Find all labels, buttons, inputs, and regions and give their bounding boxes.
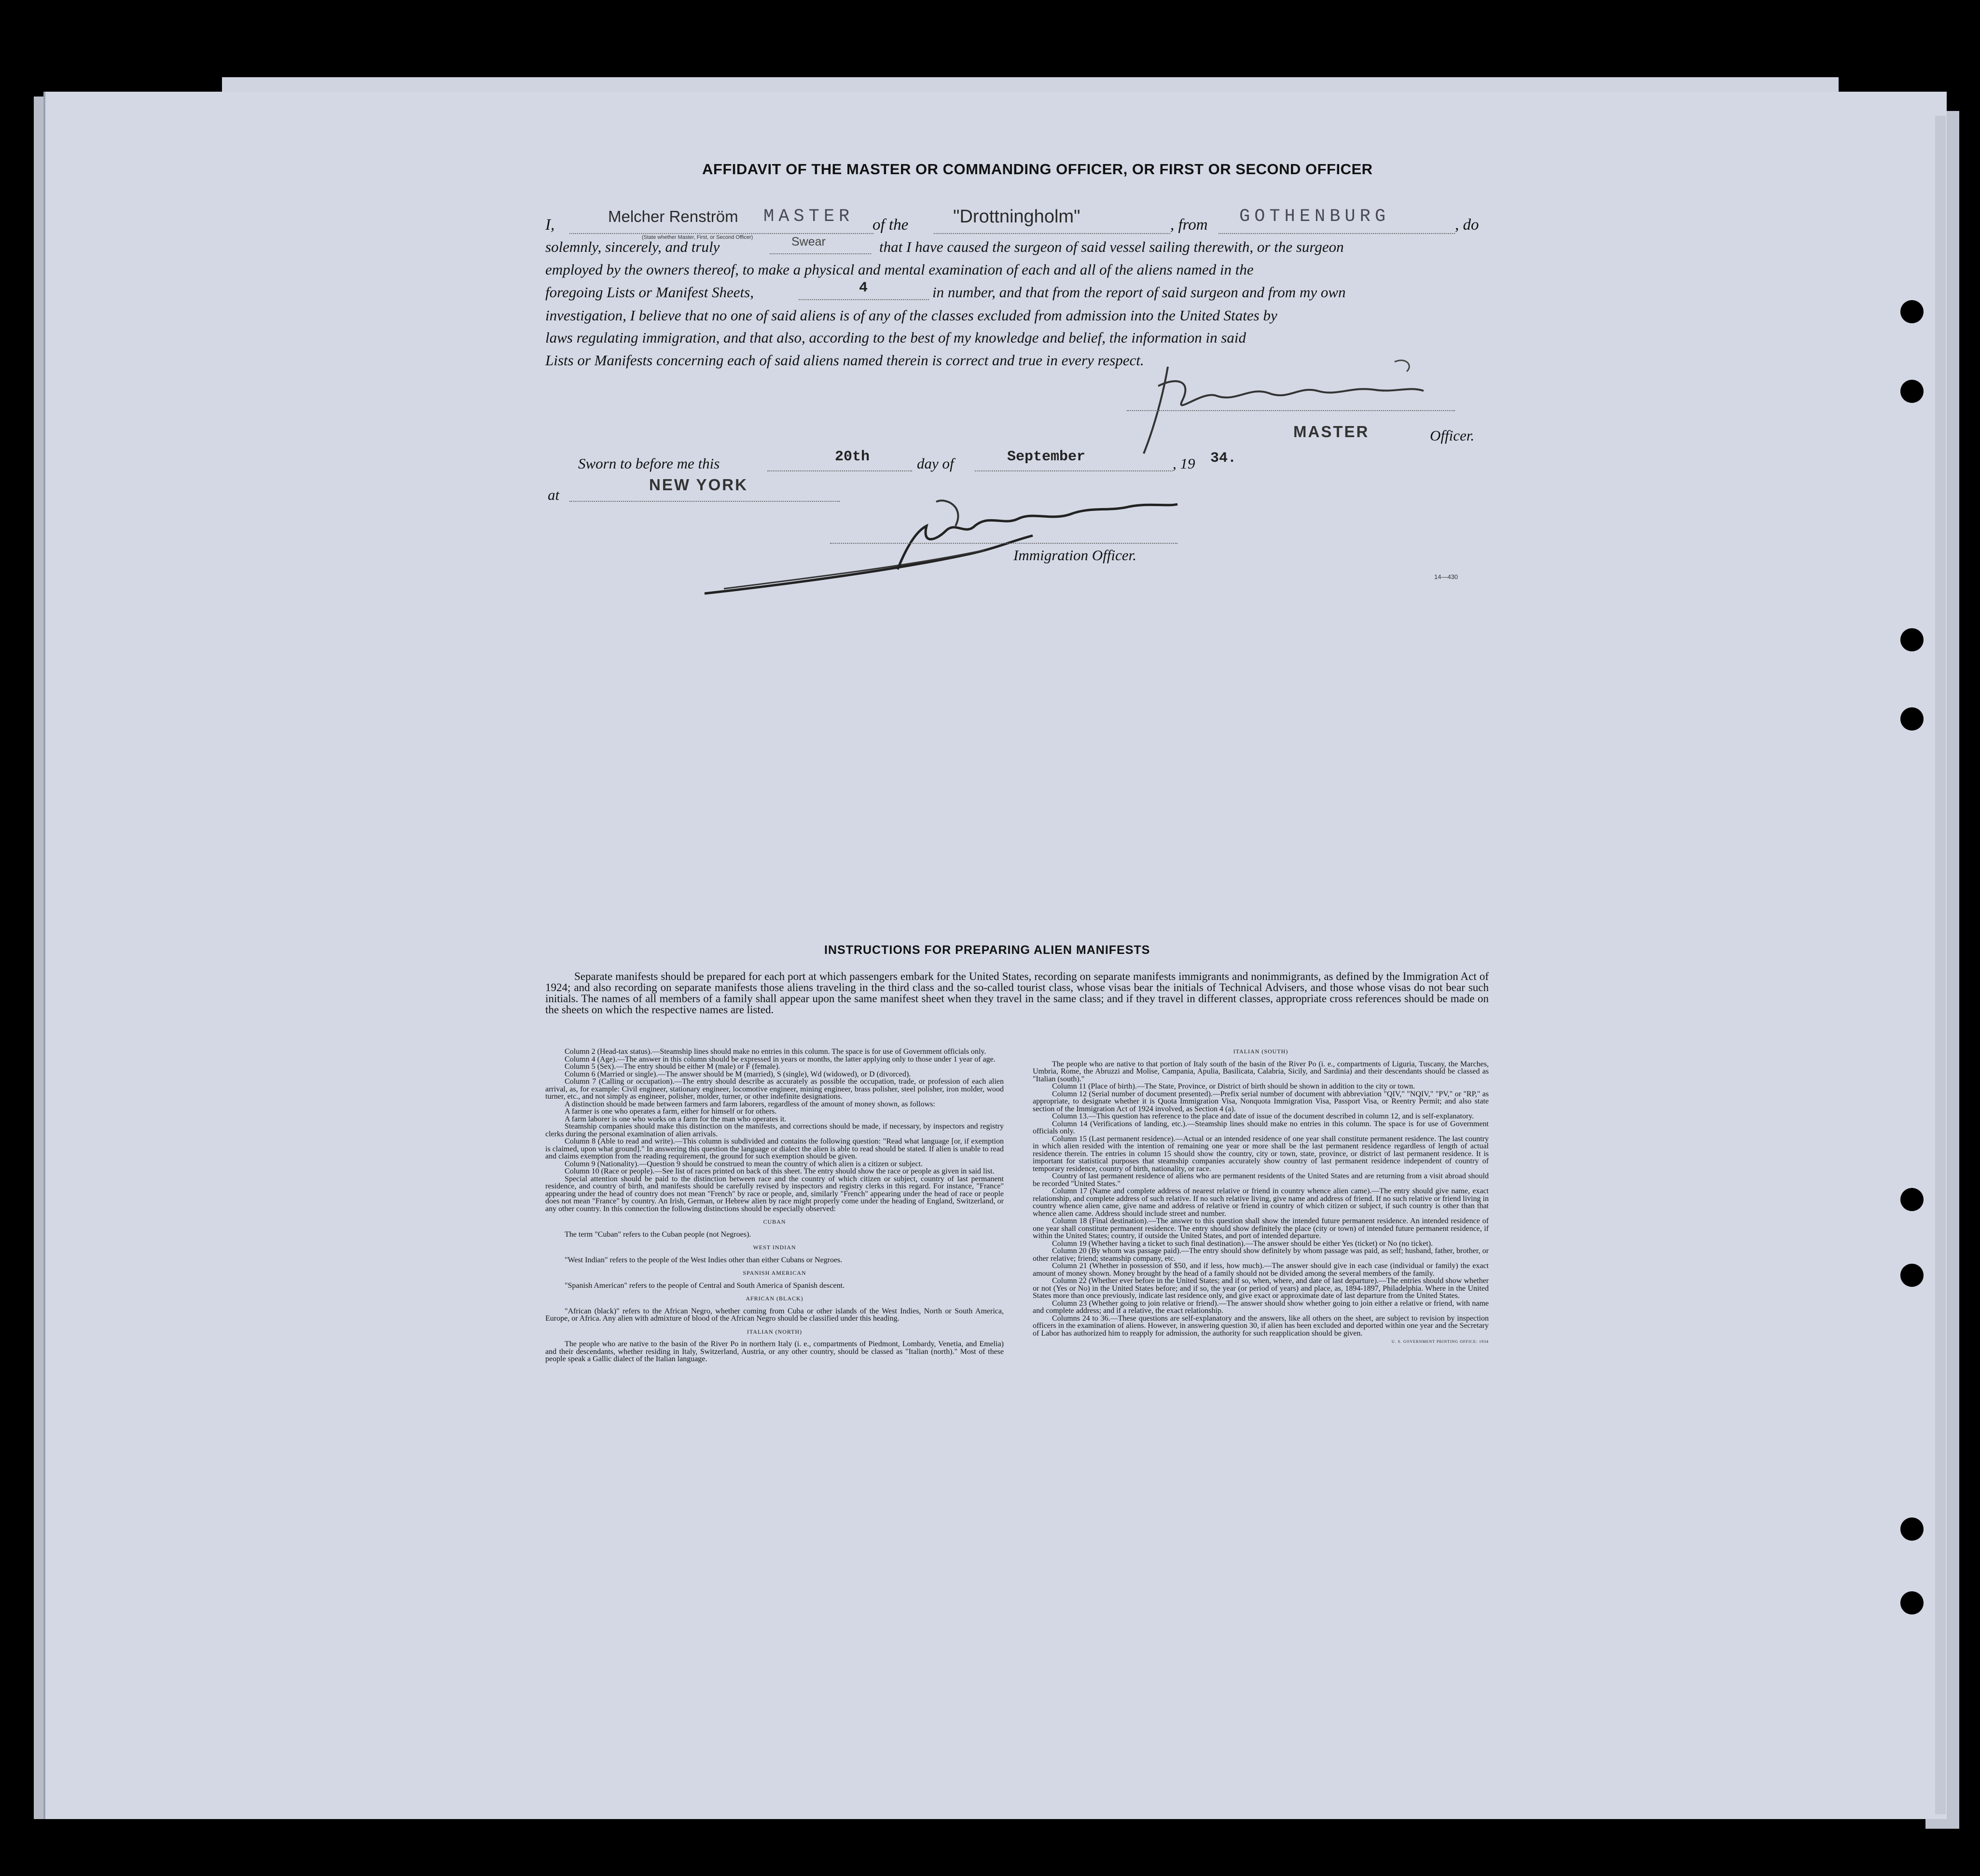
col6-instruction: Column 6 (Married or single).—The answer should be M (married), S (single), Wd (widowed), or D (divorced). [565,1070,911,1078]
binder-hole [1900,628,1924,651]
race-country-distinction: Special attention should be paid to the distinction between race and the country of which citizen or subject, country of last permanent residence, and country of birth, and manifests should be carefully revised by inspectors and registry clerks in this regard. For instance, "France" appearing under the head of country does not mean "French" by race or people, and, similarly "French" appearing under the head of race or people does not mean "France" by country. An Irish, German, or Hebrew alien by race might properly come under the heading of England, Switzerland, or any other country. In this connection the following distinctions should be especially observed: [545,1174,1004,1213]
port-line [1218,233,1455,234]
heading-west-indian: WEST INDIAN [753,1244,796,1251]
sworn-label: Sworn to before me this [578,455,720,472]
col7-instruction: Column 7 (Calling or occupation).—The entry should describe as accurately as possible the occupation, trade, or profession of each alien arrival, as, for example: Civil engineer, stationary engineer, locomotive engineer, mining engineer, brass polisher, steel polisher, iron molder, wood turner, etc., and not simply as engineer, polisher, molder, turner, or other indefinite designations. [545,1077,1004,1101]
col4-instruction: Column 4 (Age).—The answer in this column should be expressed in years or months, the latter applying only to those under 1 year of age. [565,1055,996,1063]
col20-instruction: Column 20 (By whom was passage paid).—The entry should show definitely by whom passage was paid, as self; husband, father, brother, or other relative; friend; steamship company, etc. [1033,1247,1489,1263]
affidavit-line-2-end: that I have caused the surgeon of said vessel sailing therewith, or the surgeon [879,238,1344,255]
binder-hole [1900,1517,1924,1541]
at-label: at [548,486,560,503]
affidavit-title: AFFIDAVIT OF THE MASTER OR COMMANDING OFFICER, OR FIRST OR SECOND OFFICER [702,161,1373,178]
of-the-label: of the [872,216,909,234]
officer-label: Officer. [1430,427,1475,444]
rank-caption: (State whether Master, First, or Second Officer) [642,234,753,240]
vessel-name: "Drottningholm" [953,207,1080,227]
do-label: , do [1455,216,1479,234]
binder-hole [1900,380,1924,403]
heading-italian-south: ITALIAN (SOUTH) [1233,1048,1288,1055]
month-line [975,470,1173,471]
affidavit-line-7: Lists or Manifests concerning each of said aliens named therein is correct and true in every respect. [545,352,1144,369]
binder-hole [1900,1264,1924,1287]
col8-instruction: Column 8 (Able to read and write).—This column is subdivided and contains the following question: "Read what language [or, if exemption is claimed, upon what ground]." In answering this question the language or dialect the alien is able to read should be stated. If alien is unable to read and claims exemption from the reading requirement, the ground for such exemption should be given. [545,1137,1004,1160]
col17-instruction: Column 17 (Name and complete address of nearest relative or friend in country whence alien came).—The entry should give name, exact relationship, and complete address of such relative. If no such relative living, give name and address of friend. If no such relative or friend living in country whence alien came, give name and address of relative or friend in country of which citizen or subject, if such country is other than that whence alien came. Address should include street and number. [1033,1187,1489,1218]
vessel-line [934,233,1170,234]
col19-instruction: Column 19 (Whether having a ticket to such final destination).—The answer should be either Yes (ticket) or No (no ticket). [1052,1239,1433,1248]
day-value: 20th [835,449,870,465]
spanish-american-definition: "Spanish American" refers to the people of Central and South America of Spanish descent. [565,1281,845,1290]
col24-36-instruction: Columns 24 to 36.—These questions are self-explanatory and the answers, like all others on the sheet, are subject to revision by inspection officers in the examination of aliens. However, in answering question 30, if alien has been excluded and deported within one year and the Secretary of Labor has authorized him to reapply for admission, the authority for such reapplication should be given. [1033,1314,1489,1338]
cuban-definition: The term "Cuban" refers to the Cuban people (not Negroes). [565,1230,751,1239]
sheet-count-line [799,299,929,300]
swear-line [770,253,871,254]
name-line [569,233,873,234]
immigration-officer-signature [695,492,1235,603]
farm-distinction: A distinction should be made between farmers and farm laborers, regardless of the amount of money shown, as follows: [565,1100,935,1108]
year-value: 34. [1210,450,1237,467]
heading-italian-north: ITALIAN (NORTH) [747,1328,803,1335]
master-name: Melcher Renström [608,207,738,225]
african-definition: "African (black)" refers to the African Negro, whether coming from Cuba or other islands of the West Indies, North or South America, Europe, or Africa. Any alien with admixture of blood of the African Negro should be classified under this heading. [545,1307,1004,1323]
form-number: 14—430 [1434,573,1458,580]
year-prefix: , 19 [1173,455,1195,472]
immigration-officer-label: Immigration Officer. [1013,547,1136,564]
col12-instruction: Column 12 (Serial number of document presented).—Prefix serial number of document with abbreviation "QIV," "NQIV," "PV," or "RP," as appropriate, to designate whether it is Quota Immigration Visa, Nonquota Immigration Visa, Passport Visa, or Reentry Permit; and also state section of the Immigration Act of 1924 involved, as Section 4 (a). [1033,1090,1489,1113]
affidavit-line-2-start: solemnly, sincerely, and truly [545,238,720,255]
port-from: GOTHENBURG [1239,207,1390,227]
col10-instruction: Column 10 (Race or people).—See list of races printed on back of this sheet. The entry should show the race or people as given in said list. [565,1167,995,1175]
col21-instruction: Column 21 (Whether in possession of $50, and if less, how much).—The answer should give in each case (individual or family) the exact amount of money shown. Money brought by the head of a family should not be divided among the several members of the family. [1033,1262,1489,1278]
month-value: September [1007,449,1086,465]
day-of-label: day of [917,455,954,472]
swear-stamp: Swear [791,235,826,248]
affidavit-line-4-start: foregoing Lists or Manifest Sheets, [545,284,754,301]
col18-instruction: Column 18 (Final destination).—The answer to this question shall show the intended future permanent residence. An intended residence of one year shall constitute permanent residence. The entry should show definitely the place (city or town) of intended future permanent residence, if within the United States; country, if outside the United States, and port of intended departure. [1033,1217,1489,1240]
binder-hole [1900,1188,1924,1211]
sheet-count: 4 [859,280,868,296]
col13-instruction: Column 13.—This question has reference to the place and date of issue of the document described in column 12, and is self-explanatory. [1052,1112,1474,1120]
day-line [767,470,912,471]
place-value: NEW YORK [649,476,748,494]
heading-spanish-american: SPANISH AMERICAN [743,1269,806,1276]
steamship-distinction: Steamship companies should make this distinction on the manifests, and corrections should be made, if necessary, by inspectors and registry clerks during the personal examination of alien arrivals. [545,1122,1004,1138]
italian-south-definition: The people who are native to that portion of Italy south of the basin of the River Po (i. e., compartments of Liguria, Tuscany, the Marches, Umbria, Rome, the Abruzzi and Molise, Campania, Apulia, Basilicata, Calabria, Sicily, and Sardinia) and their descendants should be classed as "Italian (south)." [1033,1060,1489,1083]
binder-hole [1900,300,1924,323]
col2-instruction: Column 2 (Head-tax status).—Steamship lines should make no entries in this column. The space is for use of Government officials only. [565,1048,986,1056]
affidavit-line-3: employed by the owners thereof, to make a physical and mental examination of each and all of the aliens named in the [545,261,1254,278]
col11-instruction: Column 11 (Place of birth).—The State, Province, or District of birth should be shown in addition to the city or town. [1052,1082,1415,1090]
from-label: , from [1170,216,1208,234]
west-indian-definition: "West Indian" refers to the people of the West Indies other than either Cubans or Negroes. [565,1255,843,1264]
farmer-definition: A farmer is one who operates a farm, either for himself or for others. [565,1107,777,1116]
farm-laborer-definition: A farm laborer is one who works on a farm for the man who operates it. [565,1115,787,1123]
officer-stamp: MASTER [1293,423,1370,441]
instructions-left-column [545,1048,1004,1363]
col22-instruction: Column 22 (Whether ever before in the United States; and if so, when, where, and date of last departure).—The entries should show whether or not (Yes or No) in the United States before; and if so, the year (or period of years) and place, as, 1894-1897, Philadelphia. Where in the United States more than once previously, indicate last residence only, and give exact or approximate date of last departure from the United States. [1033,1277,1489,1300]
affidavit-line-4-end: in number, and that from the report of said surgeon and from my own [932,284,1346,301]
rank-stamp: MASTER [763,207,854,227]
officer-signature-line [1127,410,1455,411]
printer-imprint: U. S. GOVERNMENT PRINTING OFFICE: 1934 [1391,1339,1489,1344]
immigration-officer-line [830,543,1177,544]
col14-instruction: Column 14 (Verifications of landing, etc.).—Steamship lines should make no entries in this column. The space is for use of Government officials only. [1033,1119,1489,1135]
affidavit-line-6: laws regulating immigration, and that also, according to the best of my knowledge and belief, the information in said [545,329,1246,346]
italian-north-definition: The people who are native to the basin of the River Po in northern Italy (i. e., compartments of Piedmont, Lombardy, Venetia, and Emelia) and their descendants, whether residing in Italy, Switzerland, Austria, or any other country, should be classed as "Italian (north)." Most of these people speak a Gallic dialect of the Italian language. [545,1340,1004,1363]
col15-instruction: Column 15 (Last permanent residence).—Actual or an intended residence of one year shall constitute permanent residence. The last country in which alien resided with the intention of remaining one year or more shall be the last permanent residence regardless of length of actual residence therein. The entries in column 15 should show the country, city or town, state, province, or district of last permanent residence. It is important for statistical purposes that steamship companies accurately show country of last permanent residence independent of country of temporary residence, country of birth, nationality, or race. [1033,1134,1489,1173]
col5-instruction: Column 5 (Sex).—The entry should be either M (male) or F (female). [565,1062,780,1071]
binder-hole [1900,707,1924,731]
binder-hole [1900,1591,1924,1614]
heading-cuban: CUBAN [763,1218,786,1225]
page-right-edge [1935,116,1946,1814]
instructions-right-column [1033,1048,1489,1346]
instructions-intro: Separate manifests should be prepared for each port at which passengers embark for the United States, recording on separate manifests immigrants and nonimmigrants, as defined by the Immigration Act of 1924; and also recording on separate manifests those aliens traveling in the third class and the so-called tourist class, whose visas bear the initials of Technical Advisers, and those whose visas do not bear such initials. The names of all members of a family shall appear upon the same manifest sheet when they travel in the same class; and if they travel in different classes, appropriate cross references should be made on the sheets on which the respective names are listed. [545,970,1489,1016]
i-label: I, [545,216,555,234]
heading-african: AFRICAN (BLACK) [746,1295,803,1302]
affidavit-line-5: investigation, I believe that no one of said aliens is of any of the classes excluded from admission into the United States by [545,307,1277,324]
instructions-title: INSTRUCTIONS FOR PREPARING ALIEN MANIFESTS [824,943,1150,957]
col15-returning-residents: Country of last permanent residence of aliens who are permanent residents of the United States and are returning from a visit abroad should be recorded "United States." [1033,1172,1489,1188]
col9-instruction: Column 9 (Nationality).—Question 9 should be construed to mean the country of which alien is a citizen or subject. [565,1159,923,1168]
col23-instruction: Column 23 (Whether going to join relative or friend).—The answer should show whether going to join either a relative or friend, with name and complete address; and if a relative, the exact relationship. [1033,1299,1489,1315]
